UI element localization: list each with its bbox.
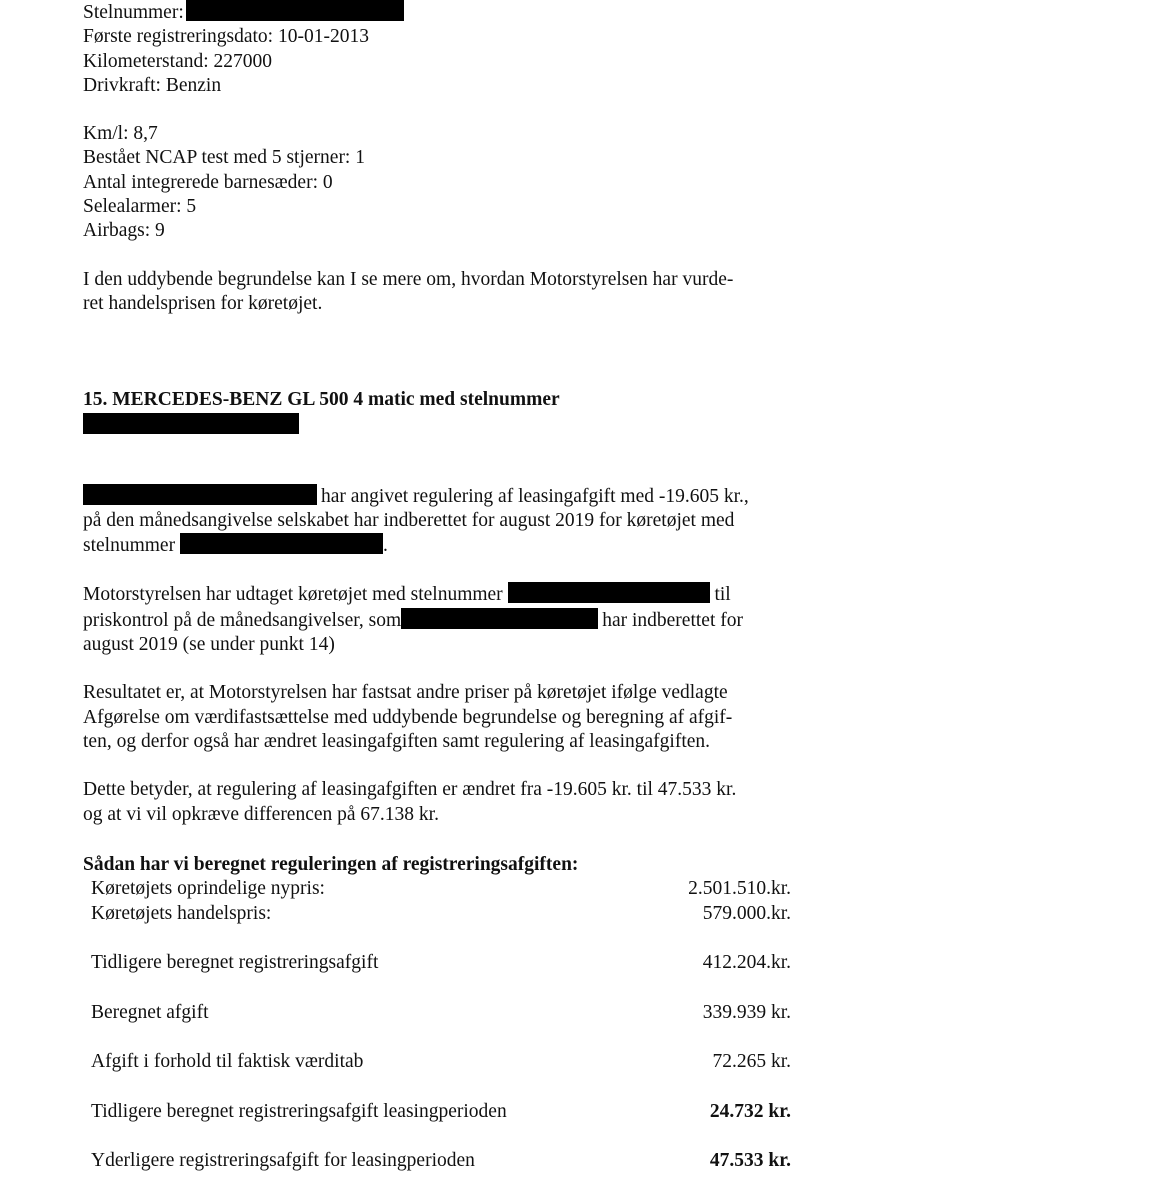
- calc-row: [91, 951, 791, 976]
- redacted-stelnummer: [83, 413, 299, 434]
- calc-row-label: Køretøjets oprindelige nypris:: [91, 878, 325, 900]
- calc-row-label: Beregnet afgift: [91, 1001, 209, 1023]
- para2-line-1-text: Motorstyrelsen har udtaget køretøjet med stelnummer: [83, 584, 503, 606]
- para1-line-3: [83, 533, 803, 558]
- calc-row-amount: 24.732 kr.: [709, 1100, 791, 1122]
- calc-row: [91, 1100, 791, 1125]
- calc-row-label: Tidligere beregnet registreringsafgift: [91, 952, 379, 974]
- paragraph-3: [83, 681, 803, 754]
- para2-line-3: august 2019 (se under punkt 14): [83, 634, 335, 656]
- airbags: Airbags: 9: [83, 220, 165, 242]
- fuel-type: Drivkraft: Benzin: [83, 74, 222, 96]
- redacted-company: [401, 608, 598, 629]
- para1-line-3-end: .: [382, 535, 388, 557]
- km-per-liter: Km/l: 8,7: [83, 123, 158, 145]
- calc-row-amount: 412.204.kr.: [702, 952, 791, 974]
- para1-line-1: [83, 484, 803, 509]
- para3-line-2: Afgørelse om værdifastsættelse med uddybende begrundelse og beregning af afgif-: [83, 706, 733, 728]
- calc-row-amount: 2.501.510.kr.: [688, 878, 791, 900]
- section-heading: 15. MERCEDES-BENZ GL 500 4 matic med stelnummer: [83, 389, 560, 411]
- calc-row-label: Afgift i forhold til faktisk værditab: [91, 1051, 364, 1073]
- ncap-result: Bestået NCAP test med 5 stjerner: 1: [83, 147, 365, 169]
- calc-row: [91, 902, 791, 927]
- redacted-company: [83, 484, 317, 505]
- calculation-title: Sådan har vi beregnet reguleringen af registreringsafgiften:: [83, 853, 579, 875]
- para2-line-2-text: priskontrol på de månedsangivelser, som: [83, 609, 402, 631]
- calc-row-amount: 339.939 kr.: [702, 1001, 791, 1023]
- seatbelt-alarms: Selealarmer: 5: [83, 196, 197, 218]
- calc-row-label: Tidligere beregnet registreringsafgift leasingperioden: [91, 1100, 507, 1122]
- document-page: [83, 0, 803, 1174]
- stelnummer-label: Stelnummer:: [83, 2, 184, 23]
- child-seats: Antal integrerede barnesæder: 0: [83, 171, 333, 193]
- para3-line-3: ten, og derfor også har ændret leasingafgiften samt regulering af leasingafgiften.: [83, 730, 711, 752]
- para4-line-2: og at vi vil opkræve differencen på 67.138 kr.: [83, 803, 439, 825]
- paragraph-2: [83, 582, 803, 657]
- vehicle-specs: [83, 0, 803, 244]
- calc-row: [91, 1001, 791, 1026]
- para2-line-2-end: har indberettet for: [602, 609, 743, 631]
- calc-row: [91, 1050, 791, 1075]
- calc-row-label: Yderligere registreringsafgift for leasingperioden: [91, 1150, 475, 1172]
- redacted-stelnummer: [180, 533, 383, 554]
- paragraph-1: [83, 484, 803, 559]
- para3-line-1: Resultatet er, at Motorstyrelsen har fastsat andre priser på køretøjet ifølge vedlagte: [83, 682, 728, 704]
- intro-line-2: ret handelsprisen for køretøjet.: [83, 292, 323, 314]
- stelnummer-line: [83, 0, 803, 25]
- calc-row: [91, 877, 791, 902]
- redacted-stelnummer: [186, 0, 404, 21]
- calc-row: [91, 1149, 791, 1174]
- redacted-stelnummer: [508, 582, 710, 603]
- calculation-table: [91, 877, 791, 1174]
- para1-line-3-text: stelnummer: [83, 535, 176, 557]
- para4-line-1: Dette betyder, at regulering af leasingafgiften er ændret fra -19.605 kr. til 47.533 kr.: [83, 779, 737, 801]
- para2-line-1-end: til: [714, 584, 731, 606]
- calc-row-amount: 47.533 kr.: [709, 1150, 791, 1172]
- para2-line-2: [83, 608, 803, 633]
- para1-line-1-text: har angivet regulering af leasingafgift med -19.605 kr.,: [321, 485, 749, 507]
- calc-row-amount: 72.265 kr.: [712, 1051, 791, 1073]
- mileage: Kilometerstand: 227000: [83, 50, 273, 72]
- para2-line-1: [83, 582, 803, 607]
- calc-row-amount: 579.000.kr.: [702, 902, 791, 924]
- para1-line-2: på den månedsangivelse selskabet har indberettet for august 2019 for køretøjet med: [83, 509, 735, 531]
- intro-paragraph: [83, 268, 803, 317]
- intro-line-1: I den uddybende begrundelse kan I se mere om, hvordan Motorstyrelsen har vurde-: [83, 268, 734, 290]
- calc-row-label: Køretøjets handelspris:: [91, 902, 272, 924]
- section-heading-redaction: [83, 413, 803, 439]
- first-registration-date: Første registreringsdato: 10-01-2013: [83, 26, 369, 48]
- paragraph-4: [83, 778, 803, 827]
